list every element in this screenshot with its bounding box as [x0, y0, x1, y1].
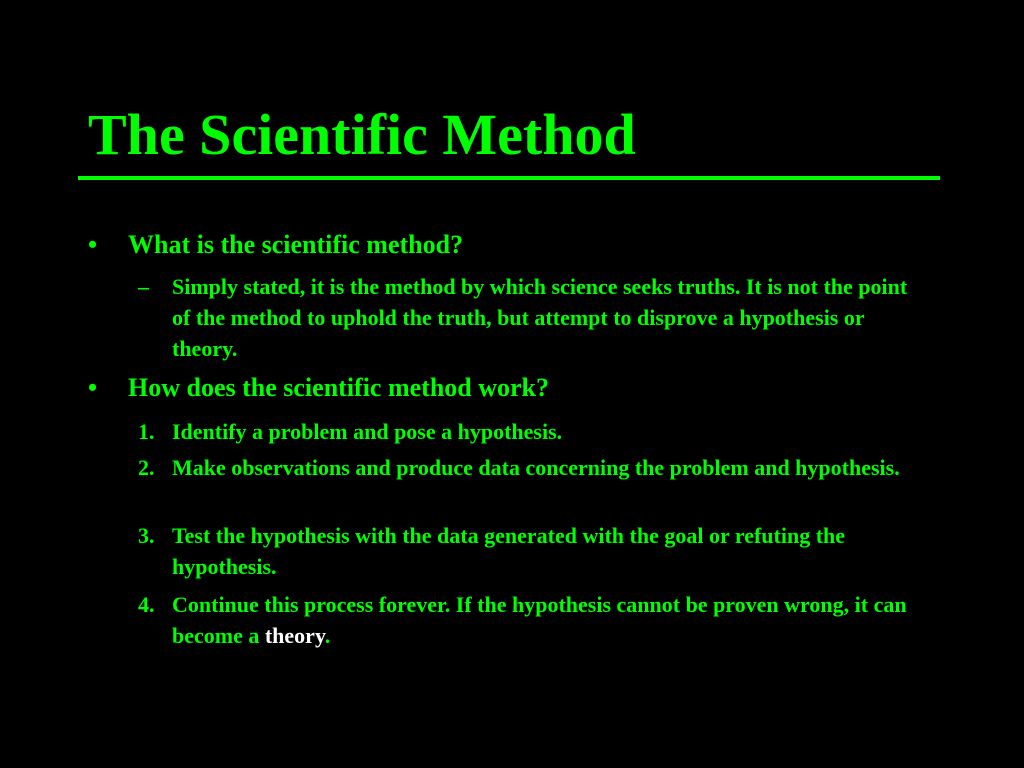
- bullet-marker: •: [88, 373, 98, 402]
- slide-title: The Scientific Method: [88, 102, 636, 167]
- step-text: Identify a problem and pose a hypothesis.: [172, 419, 563, 444]
- step-number: 2.: [138, 455, 155, 480]
- theory-emphasis: theory: [264, 623, 325, 648]
- sub-bullet-item: [138, 271, 928, 364]
- numbered-step: [138, 589, 928, 651]
- bullet-text: What is the scientific method?: [128, 230, 464, 259]
- step-number: 1.: [138, 419, 155, 444]
- step-text-lead: Continue this process forever. If the hypothesis cannot be proven wrong, it can become a: [172, 592, 907, 648]
- step-text: Make observations and produce data concerning the problem and hypothesis.: [172, 455, 900, 480]
- step-text-tail: .: [324, 623, 331, 648]
- step-number: 4.: [138, 592, 155, 617]
- bullet-marker: •: [88, 230, 98, 259]
- sub-bullet-text: Simply stated, it is the method by which science seeks truths. It is not the point of the method to uphold the truth, but attempt to disprove a hypothesis or theory.: [172, 274, 908, 361]
- numbered-step: [138, 520, 928, 582]
- step-text: [172, 589, 928, 651]
- bullet-item: [86, 373, 549, 403]
- step-number: 3.: [138, 523, 155, 548]
- title-underline: [78, 176, 940, 180]
- numbered-step: [138, 416, 928, 447]
- step-text: Test the hypothesis with the data generated with the goal or refuting the hypothesis.: [172, 523, 846, 579]
- numbered-step: [138, 452, 928, 483]
- bullet-item: [86, 230, 463, 260]
- dash-marker: –: [138, 274, 149, 299]
- bullet-text: How does the scientific method work?: [128, 373, 550, 402]
